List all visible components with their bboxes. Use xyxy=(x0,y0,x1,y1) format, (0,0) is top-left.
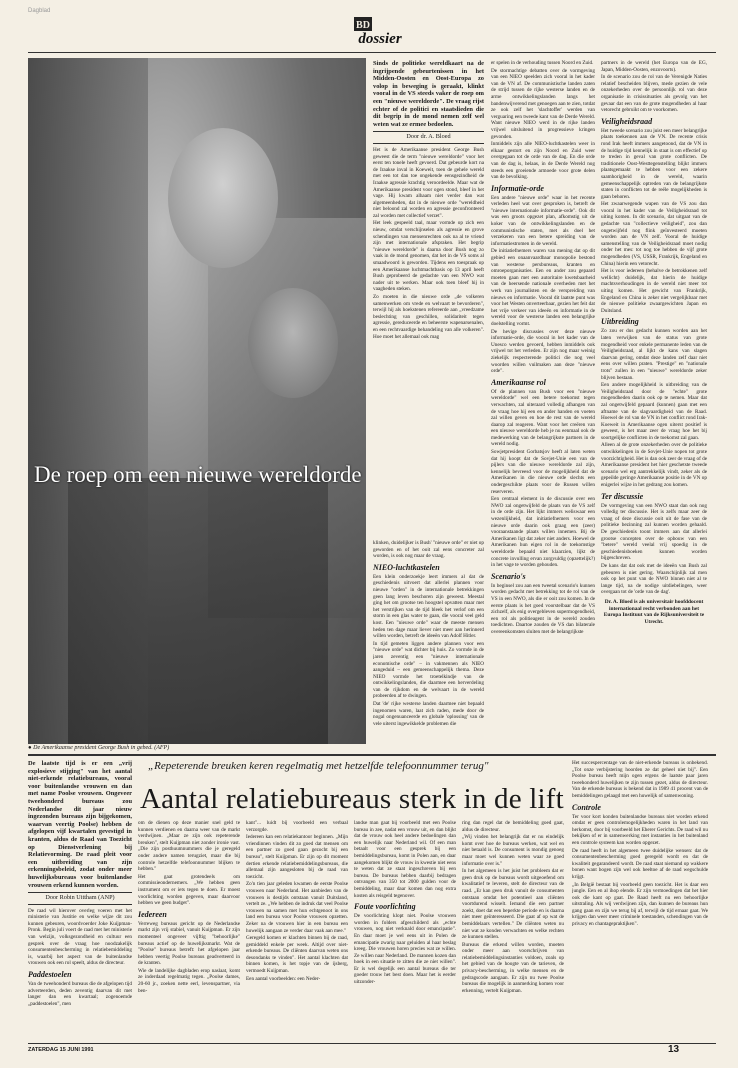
paragraph: „Wij vinden het belangrijk dat er nu eindelijk komt over hoe de bureaus werken, wat wel en niet betaald is. De consument is mondig genoeg maar moet wel kunnen weten waar ze goed informatie over is." xyxy=(462,834,564,867)
paragraph: Ter voor kort konden buitenlandse bureaus niet worden erkend omdat er geen controlemogelijkheden waren in het land van herkomst, door bij voorbeeld het Eherer Gerichts. De raad wil nu bekijken of er in samenwerking met instanties in het buitenland een controle systeem kan worden opgezet. xyxy=(572,813,708,846)
paragraph: In het algemeen is het juist het probleem dat er geen druk op de bureaus wordt uitgeoefend om kwalitatief te leveren, stelt de directeur van de raad. „Er kan geen druk vanuit de consumenten ontstaan omdat het potentieel aan cliënten voortdurend wisselt. Iemand die een partner zoekt, doet dat een beperkte periode en is daarna niet meer geïnteresseerd. Die gaat af op wat de bemiddelaars vertellen." De cliënten weten nu niet wat ze konden verwachten en welke rechten ze kunnen stellen. xyxy=(462,868,564,941)
article2-lead: De laatste tijd is er een „vrij explosieve stijging" van het aantal niet-erkende relatiebureaus, vooral voor buitenlandse vrouwen en dan met name Poolse vrouwen. Ongeveer tweehonderd bureaus zou Nederlandse dit jaar nieuw ingezonden bureaus zijn bijgekomen, waarvan veertig Poolse) hebben de afgelopen vijf kwartalen gevestigd in kranten, aldus de Raad van Toezicht op Dienstverlening bij Relatievorming. De raad pleit voor een uitbreiding van zijn erkenningsbeleid, zodat onder meer huwelijksbureaus voor buitenlandse vrouwen erkend kunnen worden. xyxy=(28,760,132,889)
paragraph: Het is voor iedereen (behalve de betrokkenen zelf wellicht) duidelijk, dat hierin de huidige machtsverhoudingen in de wereld niet meer tot uiting komen. Het gewicht van Frankrijk, Engeland en China is zeker niet vergelijkbaar met de nieuwe politieke zwaargewichten Japan en Duitsland. xyxy=(601,268,707,314)
article2-byline: Door Robin Uittham (ANP) xyxy=(28,892,132,905)
article2-col4 xyxy=(354,820,456,1042)
article2-kicker: „Repeterende breuken keren regelmatig met hetzelfde telefoonnummer terug" xyxy=(148,760,489,772)
paragraph: De kans dat dat ook met de ideeën van Bush zal gebeuren is niet gering. Waarschijnlijk zal men ook op het punt van de NWO binnen niet al te lange tijd, na de nodige uitdiebelingen, weer overgaan tot de 'orde van de dag'. xyxy=(601,562,707,596)
subhead-ter-discussie: Ter discussie xyxy=(601,491,644,501)
paragraph: Het gaat grotendeels om commissieondernemers. „We hebben geen instrument om er iets tegen te doen. Er moest voorlichting worden gegeven, maar daarvoor hebben we geen budget". xyxy=(138,873,240,907)
subhead-amerikaanse: Amerikaanse rol xyxy=(491,377,546,387)
paragraph: „In België bestaat bij voorbeeld geen toezicht. Het is daar een jungle. Een en al ihop elende. Er zijn vermoedingen dat het hier ook die kant op gaat. De Raad heeft nu een behoorlijke uitstraling. Als wij verdwijnen zijn, dan kunnen de bureaus hun gang gaan en zijn we terug bij af, terwijl de tijd ernaar gaat. We krijgen dan weer meer criminele toestanden, schendingen van de privacy en chantagepraktijken". xyxy=(572,881,708,928)
footer-rule xyxy=(28,1043,716,1044)
paragraph: De stormachtige debatten over de vormgeving van een NIEO speelden zich vooral in het kader van de VN af. De communistische landen zaten de strijd tussen de rijke westerse landen en de arme ontwikkelingslanden langs het bandenwijverend met genoegen aan te zien, totdat ze ook zelf het 'slachtoffer' werden van verguaring een tweede kant van de Derde Wereld. Want nieuwe NIEO werd in de rijke landen vrijwel uitsluitend in progressieve kringen gevonden. xyxy=(491,67,595,140)
paragraph: Het is de Amerikaanse president George Bush geweest die de term "nieuwe wereldorde" voor het eerst ten tonele heeft gevoerd. Dat gebeurde kort na de Iraakse inval in Koeweit, toen de gehele wereld met een tot dan toe ongekende eensgezindheid de Iraakse agressie krachtig veroordeelde. Maar wat de Amerikaanse president voor ogen stond, bleef in het vage. Hij kwam alhaam niet verder dan wat algemeenheden, dat in de nieuwe orde "wereldheid niet beloond zal worden en agressie geconfronteerd zal worden met collectief verzet". xyxy=(373,146,484,219)
paragraph: er spelen in de verhouding tussen Noord en Zuid. xyxy=(491,60,594,66)
paragraph: klinken, duidelijker is Bush' "nieuwe orde" er niet op geworden en of het ooit zal eens concreter zal worden, is ook nog maar de vraag. xyxy=(373,540,484,560)
subhead-uitbreiding: Uitbreiding xyxy=(601,317,639,327)
paragraph: Een andere "nieuwe orde" waar in het recente verleden heel wat over gesproken is, betreft de "nieuwe internationale informatie-orde". Ook dit was een groots opgezet plan, afkomstig uit de koker van de ontwikkelingslanden en de communistische staten, met als doel het verzekeren van een betere spreiding van de informatiestromen in de wereld. xyxy=(491,194,595,247)
paragraph: om de dienen op deze manier snel geld te kunnen verdienen en daarna weer van de markt verdwijnen. „Maar ze zijn ook repeterende breuken", stelt Kuijpman niet zonder ironie vast. „Die zijn posthuumnummers die je geregeld onder andere namen terugziet, maar die bij controle hetzelfde telefoonnummer blijken te hebben." xyxy=(138,820,240,873)
paragraph: Een andere mogelijkheid is uitbreiding van de Veiligheidsraad door de "echte" grote mogendheden daarin ook op te nemen. Maar dat zal ongetwijfeld gepaard (kunnen) gaan met een aftname van de slagvaardigheid van de Raad. Hoewel de rol van de VN in het conflict rond Irak-Koeweit in Amerikaanse ogen uiterst positief is geweest, is het maar zeer de vraag hoe het bij soortgelijke conflicten in de toekomst zal gaan. xyxy=(601,382,707,441)
paragraph: Verreweg bureaus gericht op de Nederlandse markt zijn vrij stabiel, vanuit Kuijpman. Er zijn momenteel ongeveer vijftig "behoorlijke" bureaus actief op de huwelijksmarkt. Wat de "Poolse" bureaus betreft: het afgelopen jaar hebben veertig Poolse bureaus geadverteerd in de kranten. xyxy=(138,920,240,967)
subhead-controle: Controle xyxy=(572,802,601,812)
paragraph: De hevige discussies over deze nieuwe informatie-orde, die vooral in het kader van de Unesco werden gevoerd, hebben inmiddels ook vrijwel tot het verleden. Er zijn nog maar weinig ziekelijk respecterende politici die nog veel woorden willen vuilmaken aan deze "nieuwe orde". xyxy=(491,328,595,375)
article1-col1b xyxy=(373,540,484,752)
paragraph: Wie de landelijke dagbladen erop naslaat, komt ze inderdaad regelmatig tegen. „Poolse dames, 20-60 jr., zoeken nette eerl, levenspartner, via ben- xyxy=(138,967,240,994)
paragraph: Zo moeten in die nieuwe orde „de volkeren samenwerken om vrede en welvaart te bevorderen", terwijl hij als hoekstenen refereerde aan „vreedzame beslechting van geschillen, solidariteit tegen agressie, gereduceerde en beheerste wapenarsenalen, en een rechtvaardige behandeling van alle volkeren". Hoe moet het allemaal ook mag xyxy=(373,294,484,340)
paragraph: Het leek gespeeld taal, maar vormde op zich een nieuw, omdat verschijnselen als agressie en grove schendingen van mensenrechten ook na al te vriend zijn met internationale afspraken. Het begrip "nieuwe wereldorde" is daarna door Bush nog zo vaak in de mond genomen, dat het in de VS soms al smaadwoord is geworden. Tijdens een toespraak op een Amerikaanse luchtmachtbasis op 13 april heeft Bush geprobeerd de gedachte van een NWO wat nader uit te werken. Maar ook toen bleef hij in vaagheden steken. xyxy=(373,220,484,293)
paragraph: Iedereen kan een relatiekantoor beginnen. „Mijn vriendinnen vinden dit zo goed dat mensen om een partner zo goed gaan gezocht bij een bureau", stelt Kuijpman. Er zijn op dit moment dertien erkende relatiebemiddelingsbureaus, die allemaal zijn aangesloten bij de raad van toezicht. xyxy=(246,834,348,880)
paragraph: In tijd gemeten liggen andere plannen voor een "nieuwe orde" wat dichter bij huis. Zo vormde in de jaren zeventig een "nieuwe internationale economische orde" – in vakmennen als NIEO aangeduid – een gemeenschappelijk thema. Deze NIEO vormde het troetelkindje van de ontwikkelingslanden, die daarmee een herverdeling van de rijkdom en de welvaart in de wereld probeerden af te dwingen. xyxy=(373,640,484,700)
paragraph: Dat 'de' rijke westerse landen daarmee niet bepaald ingenomen waren, laat zich raden, mede door de nogal ongenuanceerde en globale 'oplossing' van de vele uiterst ingewikkelde problemen die xyxy=(373,701,484,727)
article2-col6 xyxy=(572,760,708,1042)
article2-col2 xyxy=(138,820,240,1042)
subhead-veiligheidsraad: Veiligheidsraad xyxy=(601,116,653,126)
paragraph: Zo'n tien jaar geleden kwamen de eerste Poolse vrouwen naar Nederland. Het aanbieden van de vrouwen is destijds ontstaan vanuit Duitsland, vertelt ze. „We hebben de indruk dat veel Poolse vrouwen na samen met hun echtgenoot in ons land een bureau voor Poolse vrouwen opzetten. Zeker na de vrouwen hier in een bureau een huwelijk aangaan ze verder daar vaak aan mee." xyxy=(246,881,348,934)
subhead-paddestoelen: Paddestoelen xyxy=(28,970,72,980)
caption-bullet-icon: ● xyxy=(28,745,32,751)
article2-col5 xyxy=(462,820,564,1042)
paragraph: partners in de wereld (het Europa van de EG, Japan, Midden-Oosten, enzovoorts). xyxy=(601,60,707,73)
paragraph: Bureaus die erkend willen worden, moeten onder meer aan voorschrijven van relatiebemiddelingsinstanties voldoen, zoals op het gebied van de hoogte van de tarieven, de privacy-bescherming, in welke mensen en de gedragscode aangaan. Er zijn nu twee Poolse bureaus die mogelijk in aanmerking komen voor erkenning, vertelt Kuijpman. xyxy=(462,941,564,994)
article1-lead: Sinds de politieke wereldkaart na de ingrijpende gebeurtenissen in het Midden-Oosten en Oost-Europa zo volop in beweging is geraakt, klinkt vooral in de VS steeds vaker de roep om een "nieuwe wereldorde". De vraag rijst echter of de politici en staatslieden die dit begrip in de mond nemen zelf wel weten wat ze ermee bedoelen. xyxy=(373,60,484,128)
paragraph: De initiatiefnemers waren van mening dat op dit gebied een onaanvaardbaar monopolie bestond van westerse persbureaus, kranten en omroeporganisaties. Een en ander zou gepaard moeten gaan met een autoritaire kwetsbaarheid van de heersende nationale overheden met het werk van journalisten en de verspreiding van nieuws en informatie. Vooral dit laatste punt was voor het Westen onverteerbaar, gezien het feit dat het vrije verkeer van ideeën en informatie in de wereld voor de westerse landen een belangrijke doelstelling vormt. xyxy=(491,248,595,327)
paragraph: De voorlichting klopt niet. Poolse vrouwen worden in folders afgeschilderd als „echte vrouwen, nog niet verknald door emancipatie". En daar moet je wel eens uit in Polen de emancipatie zwarig naar geluiden al haar beslag kreeg. Die vrouwen horen precies wat ze willen. Ze willen naar Nederland. De mannen kozen dan hoek in een situatie te zitten die ze niet willen". Er is wel degelijk een aantal bureaus die ter goeder trouw het best doen. Maar het is eerder uitzonder- xyxy=(354,913,456,986)
paragraph: Alleen al de grote onzekerheden over de politieke ontwikkelingen in de Sovjet-Unie nopen tot grote voorzichtigheid. Het is dan ook zeer de vraag of de Amerikaanse president het hier geschetste tweede scenario wel erg aantrekkelijk vindt, zeker als de gepeilde geringe Amerikaanse positie in de VN op enigerlei wijze in het gedrang zou komen. xyxy=(601,442,707,489)
article1-byline: Door dr. A. Bloed xyxy=(373,131,484,144)
author-bio: Dr. A. Bloed is als universitair hoofddocent internationaal recht verbonden aan het Europa Instituut van de Rijksuniversiteit te Utrecht. xyxy=(603,598,705,625)
section-logo xyxy=(340,15,420,47)
subhead-scenarios: Scenario's xyxy=(491,571,526,581)
paragraph: De raad wil hierover overleg voeren met het ministerie van Justitie en welke wijze dit zou kunnen gebeuren, woordvoerder Joke Kuijpman-Pronk. Begin juli voert de raad met het ministerie van welzijn, volksgezondheid en cultuur een gesprek over de vraag hoe noodzakelijk consumentenbescherming in relatiebemiddeling is, waarbij het aspect van de buitenlandse vrouwen ook een rol speelt, aldus de directeur. xyxy=(28,907,132,967)
page-number: 13 xyxy=(668,1044,680,1055)
paragraph: Geregeld komen er klachten binnen bij de raad, gemiddeld enkele per week. Altijd over niet-erkende bureaus. De cliënten daarvan weten ons desondanks te vinden". Het aantal klachten dat binnen komen, is het topje van de ijsberg, vermoedt Kuijpman. xyxy=(246,935,348,975)
svg-text:dossier: dossier xyxy=(358,31,402,47)
masthead-rule xyxy=(28,52,716,53)
article2-col3 xyxy=(246,820,348,1042)
paragraph: kant"... luidt bij voorbeeld een verbaal verzorgde. xyxy=(246,820,348,833)
subhead-foute-voorlichting: Foute voorlichting xyxy=(354,902,416,912)
article-photo xyxy=(28,58,366,744)
paragraph: Van de tweehonderd bureaus die de afgelopen tijd adverteerden, deden zeventig daarvan dit met langer dan een kwartaal; zogenoemde „paddestoelen", men xyxy=(28,981,132,1007)
paragraph: landse man gaat bij voorbeeld met een Poolse bureau in zee, nadat een vrouw uit, en dan blijkt dat de vrouw ook heel andere bedoelingen dan een huwelijk naar Nederland wil. Of een man betaalt voor een gesprek bij een bemiddelingsbureau, komt in Polen aan, en daar aangekomen blijkt de vrouw in kwestie niet eens te weten dat ze staat ingeschreven bij een bureau. De bureaus hebben daarbij bedragen ontvangen van 350 tot 2000 gulden voor de bemiddeling, maar daar komen dan nog extra kosten als reisgeld tegenover. xyxy=(354,820,456,899)
photo-caption: ● De Amerikaanse president George Bush in gebed. (AFP) xyxy=(28,745,170,751)
paragraph: Of de plannen van Bush voor een "nieuwe wereldorde" wel een betere toekomst tegen verwachten, zal uiteraard volledig afhangen van de vraag hoe hij een en ander handen en voeten zal willen geven en hoe de rest van de wereld daarop zal reageren. Want voor het creëren van een nieuwe wereldorde heb je nu eenmaal ook de medewerking van de belangrijkste partners in de wereld nodig. xyxy=(491,388,595,448)
paragraph: In de scenario zou de rol van de Verenigde Naties relatief bescheiden blijven, mede gezien de vele onzekerheden over de persoonlijk rol van deze organisatie in crisissituaties als gevolg van het gevaar dat een van de grote mogendheden al haar vetorecht gebruikt om te voorkomen. xyxy=(601,74,707,114)
paragraph: Een klein onderzoekje leert immers al dat de geschiedenis uitvoert dat allerlei plannen voor nieuwe "orden" in de internationale betrekkingen geen lang leven beschoren zijn geweest. Meestal ging het om grootse ten hoogstel opvatten maar met het verstrijken van de tijd bleek het verlof om een storm in een glas water te gaan, die vooral veel geld kost. Een "nieuwe orde" waar de meeste mensen heden ten dage maar liever niet meer aan herinnerd willen worden, betreft de ideeën van Adolf Hitler. xyxy=(373,573,484,640)
paragraph: De vormgeving van een NWO staat dan ook nog volledig ter discussie. Het is zelfs maar zeer de vraag of deze discussie ooit uit de fase van de politieke bezinning zal kunnen worden gehaald. De geschiedenis toont immers aan dat allerlei grootse concepten over de opbouw van een "betere" wereld veelal vrij spoedig in de geschiedenisboeken kunnen worden bijgeschreven. xyxy=(601,502,707,562)
paragraph: Het zwaarwegende wapen van de VS zou dan vooral in het kader van de Veiligheidsraad tot uiting komen. In dit scenario, dat uitgaat van de gedachte van "collectieve veiligheid", zou dan ongetwijfeld nog flink geïnvesteerd moeten worden aan de VN zelf. Vooral de huidige samenstelling van de Veiligheidsraad moet nodig onder het mes: tot nog toe hebben de vijf grote mogendheden (VS, USSR, Frankrijk, Engeland en China) hierin een vetorecht. xyxy=(601,201,707,267)
masthead-label: Dagblad xyxy=(28,8,51,14)
paragraph: Een centraal element in de discussie over een NWO zal ongetwijfeld de plaats van de VS zelf in de orde zijn. Het lijkt immers weliswaar een wezenlijkheid, dat initiatiefnemers voor een nieuwe orde daarin ook graag een (zeer) vooraanstaande plaats willen innemen. Bij de Amerikanen ligt dat zeker niet anders. Hoewel de Amerikanen hun eigen rol in de toekomstige wereldorde bepaald niet klaarzien, lijkt de concrete invulling ervan zorgvuldig (opzettelijk?) in het vage te worden gehouden. xyxy=(491,496,595,569)
article-divider xyxy=(28,754,716,756)
paragraph: Sowjetpresident Gorbatsjov heeft al laten weten dat hij koopt dat de Sovjet-Unie een van de pijlers van die nieuwe wereldorde zal zijn, kennelijk bevreesd voor de mogelijkheid dat de Amerikanen in die nieuwe orde slechts een ondergeschikte plaats voor de Russen willen reserveren. xyxy=(491,449,595,495)
paragraph: Het tweede scenario zou juist een meer belangrijke plaats toekennen aan de VN. De recente crisis rond Irak heeft immers aangetoond, dat de VN in de huidige tijd kennelijk in staat is om effectief op te treden in geval van grote conflicten. De traditionele Oost-Westtegenstelling blijkt immers plaatsgemaakt te hebben voor een zekere saamhorigheid in de wereld, waarin gemeenschappelijk optreden van de belangrijkste staten in conflicten tot de reële mogelijkheden is gaan behoren. xyxy=(601,127,707,200)
article1-col2 xyxy=(491,60,595,752)
article1-col1 xyxy=(373,60,484,538)
article1-col3 xyxy=(601,60,707,752)
svg-text:BD: BD xyxy=(356,20,370,31)
paragraph: ring dan regel dat de bemiddeling goed gaat, aldus de directeur. xyxy=(462,820,564,833)
paragraph: Een aantal voorbeelden: een Neder- xyxy=(246,975,321,982)
footer-date: ZATERDAG 15 JUNI 1991 xyxy=(28,1047,94,1053)
article-headline: De roep om een nieuwe wereldorde xyxy=(34,462,362,487)
subhead-nieo: NIEO-luchtkastelen xyxy=(373,562,440,572)
subhead-iedereen: Iedereen xyxy=(138,909,167,919)
paragraph: De raad heeft in het algemeen twee duidelijke wensen: dat de consumentenbescherming goed geregeld wordt en dat de kwaliteit gegarandeerd wordt. De raad staat niemand op wakkere bonen want bogen zijn wel ook heeltoe af de raad wegschulde krijgt. xyxy=(572,847,708,880)
paragraph: Het succespercentage van de niet-erkende bureaus is onbekend. „Tot onze verbijstering hoorden ze dat geheel niet bij". Een Poolse bureau heeft mijn ogen ergens de laatste paar jaren tweehonderd huwelijken te zijn tussen gezet, aldus de directeur. Van de erkende bureaus is bekend dat in 1989 41 procent van de bemiddelingen gelaagd met een huwelijk of samenwoning. xyxy=(572,760,708,799)
article2-headline: Aantal relatiebureaus sterk in de lift xyxy=(140,783,564,815)
paragraph: Zo zou er dus gedacht kunnen worden aan het laten verwijken van de status van grote mogendheid voor enkele permanente leden van de Veiligheidsraad, al lijkt de kans van slagen daarvan gering, omdat deze landen zelf daar niet eens over willen praten. "Prestige" en "nationale trots" zullen in een "nieuwe" wereldorde zeker blijven bestaan. xyxy=(601,328,707,381)
paragraph: In beginsel zou aan een tweetal scenario's kunnen worden gedacht met betrekking tot de rol van de VS in een NWO, als die er ooit zou komen. In de eerste plaats is het goed voorstelbaar dat de VS zichzelf, als enig overgebleven supermogendheid, een rol als politieagent in de wereld zouden toedichten. Daartoe zouden de VS dan bilaterale overeenkomsten sluiten met de belangrijkste xyxy=(491,582,595,635)
paragraph: Inmiddels zijn alle NIEO-luchtkastelen weer in elkaar gestort en zijn Noord en Zuid weer overgegaan tot de orde van de dag. En die orde van de dag is, helaas, in de Derde Wereld nog steeds een groeiende armoede voor grote delen van de bevolking. xyxy=(491,141,595,181)
article2-col1 xyxy=(28,760,132,1042)
subhead-informatie: Informatie-orde xyxy=(491,183,544,193)
